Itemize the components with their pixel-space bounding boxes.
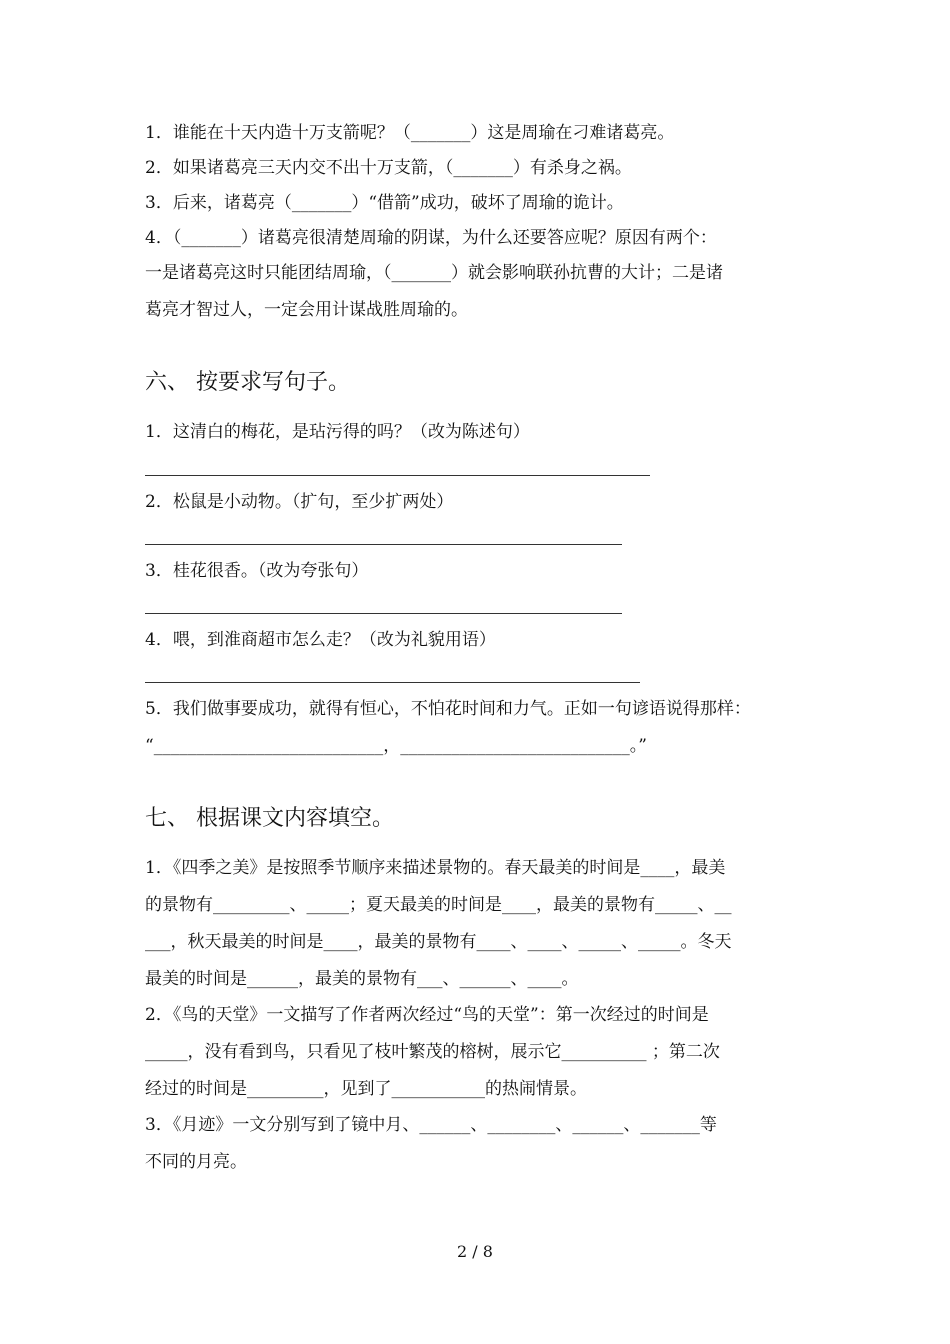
fill-line: _____，没有看到鸟，只看见了枝叶繁茂的榕树，展示它__________ ；第二次	[145, 1042, 720, 1062]
answer-line[interactable]	[145, 682, 640, 683]
answer-line[interactable]	[145, 544, 622, 545]
question-item: 2．松鼠是小动物。（扩句，至少扩两处）	[145, 492, 454, 512]
fill-line: 1．《四季之美》是按照季节顺序来描述景物的。春天最美的时间是____，最美	[145, 858, 726, 878]
question-line: 4．（_______）诸葛亮很清楚周瑜的阴谋，为什么还要答应呢？原因有两个：	[145, 228, 717, 248]
fill-line: 3．《月迹》一文分别写到了镜中月、______、________、______、_______等	[145, 1115, 717, 1135]
section-heading: 六、 按要求写句子。	[145, 370, 350, 395]
question-line: 葛亮才智过人，一定会用计谋战胜周瑜的。	[145, 300, 468, 320]
section-heading: 七、 根据课文内容填空。	[145, 806, 394, 831]
question-item: 4．喂，到淮商超市怎么走？（改为礼貌用语）	[145, 630, 496, 650]
question-line: 3．后来，诸葛亮（_______）“借箭”成功，破坏了周瑜的诡计。	[145, 193, 624, 213]
fill-line: 经过的时间是_________，见到了___________的热闹情景。	[145, 1079, 587, 1099]
question-line: 2．如果诸葛亮三天内交不出十万支箭，（_______）有杀身之祸。	[145, 158, 632, 178]
question-line: 1．谁能在十天内造十万支箭呢？（_______）这是周瑜在刁难诸葛亮。	[145, 123, 675, 143]
fill-line: ___，秋天最美的时间是____，最美的景物有____、____、_____、_____。冬天	[145, 932, 732, 952]
question-item: 1．这清白的梅花，是玷污得的吗？（改为陈述句）	[145, 422, 530, 442]
fill-line: 不同的月亮。	[145, 1152, 247, 1172]
question-item: 3．桂花很香。（改为夸张句）	[145, 561, 369, 581]
fill-line: 2．《鸟的天堂》一文描写了作者两次经过“鸟的天堂”：第一次经过的时间是	[145, 1005, 709, 1025]
fill-line: 的景物有_________、_____；夏天最美的时间是____，最美的景物有_____、__	[145, 895, 732, 915]
proverb-blanks[interactable]: “___________________________，___________________________。”	[145, 736, 647, 756]
answer-line[interactable]	[145, 613, 622, 614]
page-number: 2 / 8	[457, 1242, 493, 1261]
fill-line: 最美的时间是______，最美的景物有___、______、____。	[145, 969, 579, 989]
question-item: 5．我们做事要成功，就得有恒心，不怕花时间和力气。正如一句谚语说得那样：	[145, 699, 751, 719]
answer-line[interactable]	[145, 475, 650, 476]
question-line: 一是诸葛亮这时只能团结周瑜，（_______）就会影响联孙抗曹的大计；二是诸	[145, 263, 723, 283]
